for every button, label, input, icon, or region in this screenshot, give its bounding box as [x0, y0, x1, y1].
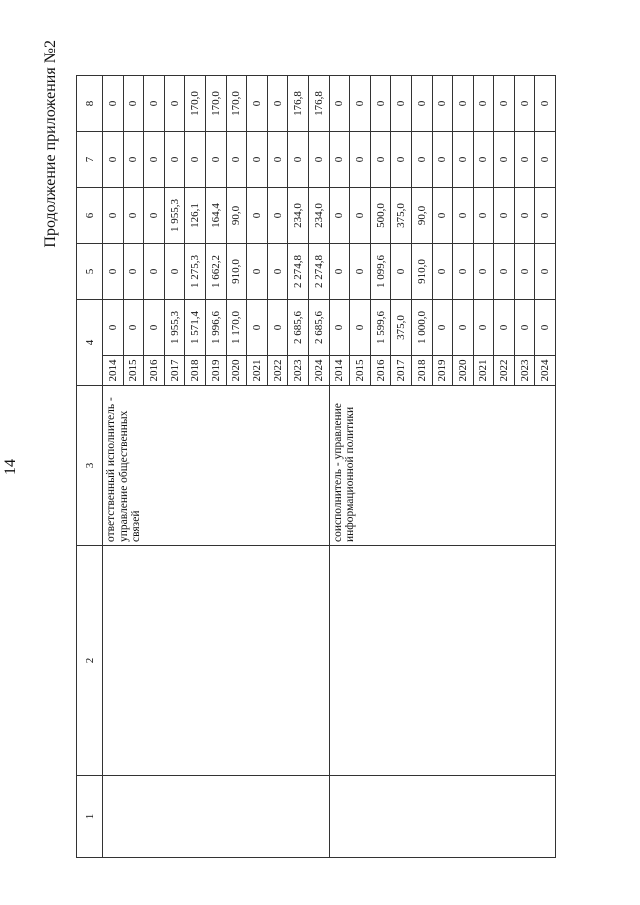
value-cell-7: 0	[411, 132, 432, 188]
value-cell-8: 0	[473, 76, 494, 132]
year-cell: 2021	[473, 356, 494, 386]
value-cell-6: 0	[473, 188, 494, 244]
table-body	[103, 76, 556, 858]
header-col-8: 8	[77, 76, 103, 132]
value-cell-5: 0	[350, 244, 371, 300]
value-cell-5: 910,0	[226, 244, 247, 300]
value-cell-8: 0	[453, 76, 474, 132]
value-cell-7: 0	[473, 132, 494, 188]
value-cell-7: 0	[205, 132, 226, 188]
value-cell-6: 0	[267, 188, 288, 244]
value-cell-6: 126,1	[185, 188, 206, 244]
year-cell: 2019	[432, 356, 453, 386]
value-cell-4: 0	[432, 300, 453, 356]
value-cell-8: 0	[103, 76, 124, 132]
value-cell-5: 0	[103, 244, 124, 300]
year-cell: 2020	[453, 356, 474, 386]
value-cell-8: 0	[514, 76, 535, 132]
value-cell-4: 0	[329, 300, 350, 356]
value-cell-8: 0	[329, 76, 350, 132]
value-cell-6: 234,0	[288, 188, 309, 244]
value-cell-8: 170,0	[226, 76, 247, 132]
table-row	[329, 76, 350, 858]
value-cell-8: 0	[411, 76, 432, 132]
value-cell-6: 0	[350, 188, 371, 244]
value-cell-8: 0	[535, 76, 556, 132]
value-cell-5: 0	[391, 244, 412, 300]
value-cell-6: 0	[123, 188, 144, 244]
value-cell-6: 0	[247, 188, 268, 244]
value-cell-4: 0	[247, 300, 268, 356]
value-cell-7: 0	[329, 132, 350, 188]
value-cell-4: 0	[123, 300, 144, 356]
value-cell-7: 0	[535, 132, 556, 188]
value-cell-5: 0	[164, 244, 185, 300]
value-cell-6: 0	[144, 188, 165, 244]
value-cell-8: 0	[144, 76, 165, 132]
header-col-1: 1	[77, 776, 103, 858]
value-cell-7: 0	[164, 132, 185, 188]
year-cell: 2015	[123, 356, 144, 386]
year-cell: 2016	[144, 356, 165, 386]
table-row	[103, 76, 124, 858]
year-cell: 2024	[308, 356, 329, 386]
year-cell: 2018	[185, 356, 206, 386]
year-cell: 2018	[411, 356, 432, 386]
year-cell: 2022	[267, 356, 288, 386]
value-cell-4: 1 955,3	[164, 300, 185, 356]
value-cell-6: 0	[494, 188, 515, 244]
value-cell-4: 2 685,6	[288, 300, 309, 356]
year-cell: 2016	[370, 356, 391, 386]
value-cell-4: 1 000,0	[411, 300, 432, 356]
header-col-2: 2	[77, 546, 103, 776]
value-cell-7: 0	[247, 132, 268, 188]
value-cell-7: 0	[370, 132, 391, 188]
program-name-cell	[329, 546, 556, 776]
value-cell-7: 0	[391, 132, 412, 188]
value-cell-6: 375,0	[391, 188, 412, 244]
value-cell-4: 0	[350, 300, 371, 356]
value-cell-4: 375,0	[391, 300, 412, 356]
header-col-6: 6	[77, 188, 103, 244]
year-cell: 2014	[329, 356, 350, 386]
value-cell-4: 0	[103, 300, 124, 356]
value-cell-7: 0	[226, 132, 247, 188]
value-cell-5: 0	[144, 244, 165, 300]
row-number-cell	[103, 776, 330, 858]
value-cell-8: 0	[370, 76, 391, 132]
value-cell-4: 0	[494, 300, 515, 356]
value-cell-4: 2 685,6	[308, 300, 329, 356]
value-cell-7: 0	[123, 132, 144, 188]
value-cell-7: 0	[432, 132, 453, 188]
value-cell-6: 0	[329, 188, 350, 244]
value-cell-5: 0	[473, 244, 494, 300]
program-name-cell	[103, 546, 330, 776]
value-cell-8: 0	[164, 76, 185, 132]
value-cell-6: 164,4	[205, 188, 226, 244]
value-cell-6: 0	[103, 188, 124, 244]
value-cell-5: 0	[514, 244, 535, 300]
value-cell-4: 0	[473, 300, 494, 356]
value-cell-5: 0	[453, 244, 474, 300]
value-cell-6: 0	[453, 188, 474, 244]
value-cell-7: 0	[350, 132, 371, 188]
executor-role-cell: соисполнитель - управление информационной политики	[329, 386, 556, 546]
value-cell-8: 0	[494, 76, 515, 132]
value-cell-6: 500,0	[370, 188, 391, 244]
header-col-5: 5	[77, 244, 103, 300]
value-cell-5: 0	[267, 244, 288, 300]
value-cell-5: 0	[494, 244, 515, 300]
value-cell-6: 90,0	[411, 188, 432, 244]
year-cell: 2017	[164, 356, 185, 386]
value-cell-7: 0	[288, 132, 309, 188]
year-cell: 2022	[494, 356, 515, 386]
value-cell-8: 170,0	[185, 76, 206, 132]
value-cell-6: 90,0	[226, 188, 247, 244]
value-cell-7: 0	[185, 132, 206, 188]
value-cell-4: 0	[535, 300, 556, 356]
value-cell-4: 0	[144, 300, 165, 356]
budget-table	[76, 75, 556, 858]
value-cell-7: 0	[144, 132, 165, 188]
header-col-3: 3	[77, 386, 103, 546]
year-cell: 2023	[514, 356, 535, 386]
value-cell-8: 0	[391, 76, 412, 132]
value-cell-5: 0	[535, 244, 556, 300]
value-cell-5: 0	[329, 244, 350, 300]
value-cell-7: 0	[103, 132, 124, 188]
value-cell-8: 0	[123, 76, 144, 132]
header-col-4: 4	[77, 300, 103, 386]
year-cell: 2014	[103, 356, 124, 386]
value-cell-4: 0	[267, 300, 288, 356]
year-cell: 2024	[535, 356, 556, 386]
value-cell-4: 1 599,6	[370, 300, 391, 356]
table-header-row	[77, 76, 103, 858]
header-col-7: 7	[77, 132, 103, 188]
value-cell-8: 0	[350, 76, 371, 132]
value-cell-5: 0	[432, 244, 453, 300]
appendix-title: Продолжение приложения №2	[42, 40, 59, 248]
year-cell: 2020	[226, 356, 247, 386]
value-cell-7: 0	[453, 132, 474, 188]
value-cell-6: 234,0	[308, 188, 329, 244]
value-cell-8: 0	[247, 76, 268, 132]
value-cell-4: 0	[453, 300, 474, 356]
value-cell-7: 0	[514, 132, 535, 188]
row-number-cell	[329, 776, 556, 858]
value-cell-5: 910,0	[411, 244, 432, 300]
value-cell-5: 0	[247, 244, 268, 300]
value-cell-4: 1 996,6	[205, 300, 226, 356]
value-cell-8: 176,8	[288, 76, 309, 132]
value-cell-4: 0	[514, 300, 535, 356]
value-cell-7: 0	[308, 132, 329, 188]
page-number: 14	[2, 459, 19, 475]
value-cell-5: 0	[123, 244, 144, 300]
value-cell-8: 170,0	[205, 76, 226, 132]
value-cell-4: 1 571,4	[185, 300, 206, 356]
year-cell: 2023	[288, 356, 309, 386]
value-cell-6: 0	[514, 188, 535, 244]
value-cell-8: 176,8	[308, 76, 329, 132]
value-cell-4: 1 170,0	[226, 300, 247, 356]
value-cell-7: 0	[494, 132, 515, 188]
value-cell-6: 1 955,3	[164, 188, 185, 244]
year-cell: 2019	[205, 356, 226, 386]
value-cell-5: 1 275,3	[185, 244, 206, 300]
value-cell-5: 2 274,8	[288, 244, 309, 300]
year-cell: 2021	[247, 356, 268, 386]
value-cell-6: 0	[535, 188, 556, 244]
executor-role-cell: ответственный исполнитель - управление общественных связей	[103, 386, 330, 546]
value-cell-8: 0	[267, 76, 288, 132]
value-cell-5: 1 099,6	[370, 244, 391, 300]
year-cell: 2017	[391, 356, 412, 386]
value-cell-6: 0	[432, 188, 453, 244]
value-cell-8: 0	[432, 76, 453, 132]
value-cell-7: 0	[267, 132, 288, 188]
year-cell: 2015	[350, 356, 371, 386]
value-cell-5: 2 274,8	[308, 244, 329, 300]
value-cell-5: 1 662,2	[205, 244, 226, 300]
